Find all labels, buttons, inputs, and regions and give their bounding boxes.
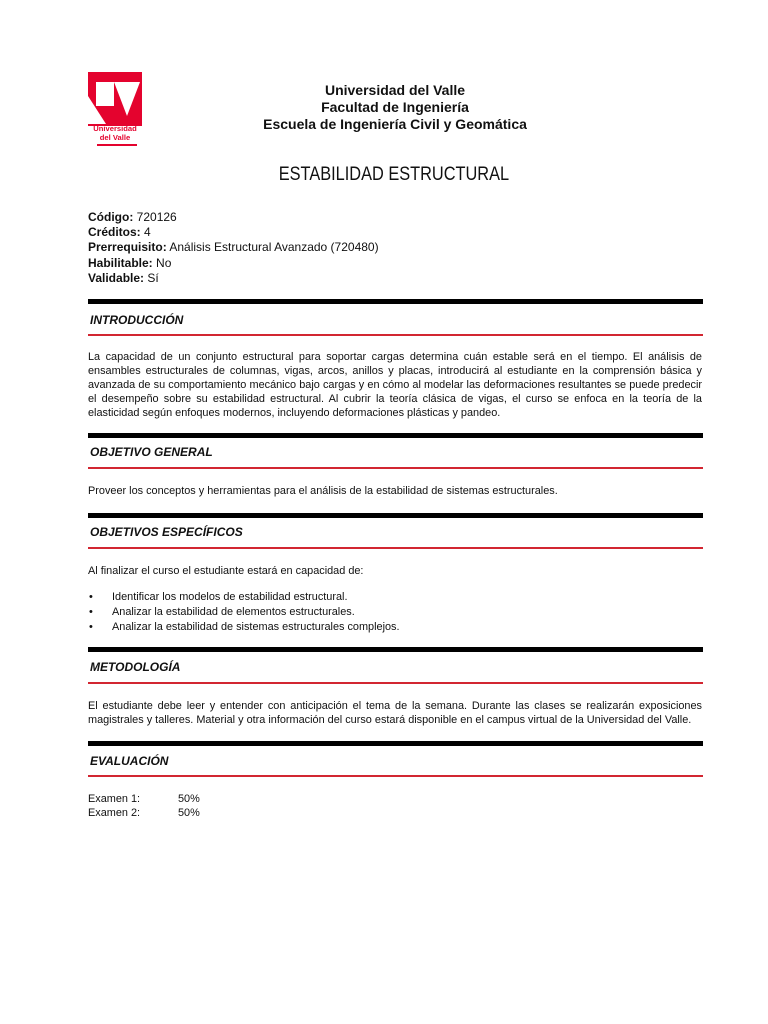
heading-metodologia: METODOLOGÍA: [90, 660, 181, 674]
heading-evaluacion: EVALUACIÓN: [90, 754, 169, 768]
meta-validable: Validable: Sí: [88, 270, 159, 285]
evaluation-table: [88, 792, 200, 820]
section-divider-black: [88, 741, 703, 746]
section-divider-red: [88, 682, 703, 684]
section-divider-black: [88, 647, 703, 652]
evaluation-weight: 50%: [178, 807, 200, 819]
university-logo: [88, 72, 142, 148]
list-item: • Identificar los modelos de estabilidad estructural.: [88, 590, 400, 605]
section-divider-black: [88, 433, 703, 438]
objetivo-general-text: Proveer los conceptos y herramientas para el análisis de la estabilidad de sistemas estructurales.: [88, 485, 558, 497]
evaluation-weight: 50%: [178, 793, 200, 805]
heading-objetivo-general: OBJETIVO GENERAL: [90, 445, 213, 459]
introduccion-text: La capacidad de un conjunto estructural para soportar cargas determina cuán estable será en el tiempo. El análisis de ensambles estructurales de columnas, vigas, arcos, anillos y placas, introducirá al estudiante en la comprensión básica y avanzada de su comportamiento mecánico bajo cargas y en cómo al modelar las deformaciones resultantes se puede predecir el desempeño sobre su estabilidad estructural. Al cubrir la teoría clásica de vigas, el curso se enfoca en la teoría de la elasticidad según enfoques modernos, incluyendo deformaciones plásticas y pandeo.: [88, 351, 702, 419]
meta-codigo: Código: 720126: [88, 210, 177, 224]
logo-underline: [97, 144, 137, 146]
section-divider-red: [88, 334, 703, 336]
section-divider-red: [88, 775, 703, 777]
list-item: • Analizar la estabilidad de elementos estructurales.: [88, 605, 400, 620]
evaluation-item: Examen 2:: [88, 807, 141, 819]
section-divider-black: [88, 513, 703, 518]
evaluation-item: Examen 1:: [88, 793, 141, 805]
univalle-shield-icon: [88, 72, 142, 126]
objetivos-list: [88, 590, 400, 635]
faculty-name: Facultad de Ingeniería: [321, 99, 469, 115]
objetivos-intro-text: Al finalizar el curso el estudiante estará en capacidad de:: [88, 565, 364, 577]
meta-habilitable: Habilitable: No: [88, 255, 172, 270]
list-item: • Analizar la estabilidad de sistemas estructurales complejos.: [88, 620, 400, 635]
table-row: [88, 806, 200, 820]
heading-objetivos-especificos: OBJETIVOS ESPECÍFICOS: [90, 525, 243, 539]
meta-creditos: Créditos: 4: [88, 225, 151, 240]
section-divider-black: [88, 299, 703, 304]
course-metadata: [88, 210, 379, 286]
metodologia-text: El estudiante debe leer y entender con anticipación el tema de la semana. Durante las clases se realizarán exposiciones magistrales y talleres. Material y otra información del curso estará disponible en el campus virtual de la Universidad del Valle.: [88, 700, 702, 726]
course-title: ESTABILIDAD ESTRUCTURAL: [278, 164, 510, 185]
university-name: Universidad del Valle: [324, 82, 466, 98]
school-name: Escuela de Ingeniería Civil y Geomática: [263, 116, 527, 132]
document-header: [160, 82, 630, 133]
logo-wordmark: Universidad del Valle: [93, 124, 137, 142]
heading-introduccion: INTRODUCCIÓN: [90, 313, 184, 327]
meta-prerrequisito: Prerrequisito: Análisis Estructural Avanzado (720480): [88, 240, 379, 255]
section-divider-red: [88, 467, 703, 469]
section-divider-red: [88, 547, 703, 549]
table-row: [88, 792, 200, 806]
